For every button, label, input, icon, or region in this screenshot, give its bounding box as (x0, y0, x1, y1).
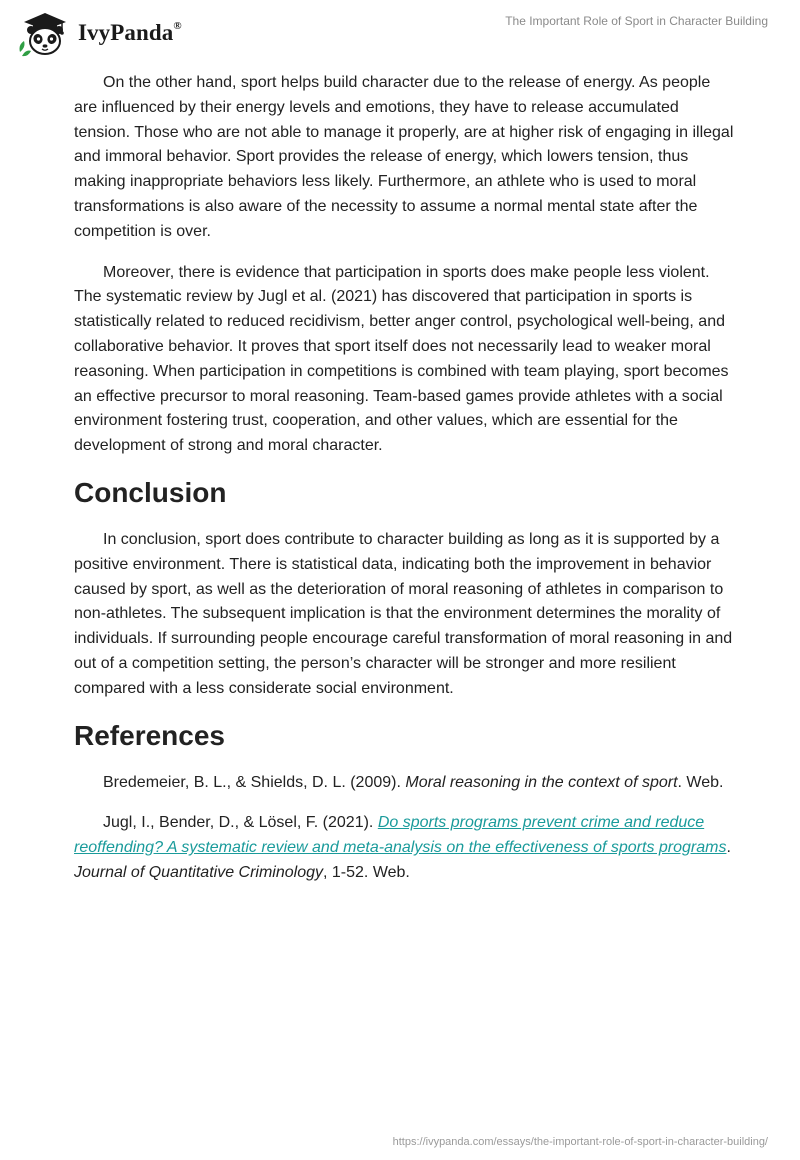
reference-authors: Bredemeier, B. L., & Shields, D. L. (2009). (103, 773, 406, 791)
reference-separator: . (726, 839, 731, 857)
logo-wordmark: IvyPanda® (78, 20, 182, 45)
ivypanda-logo[interactable] (16, 8, 182, 58)
conclusion-heading: Conclusion (74, 476, 227, 508)
references-heading: References (74, 719, 225, 751)
reference-authors: Jugl, I., Bender, D., & Lösel, F. (2021). (103, 814, 378, 832)
reference-tail: . Web. (677, 773, 724, 791)
essay-content (74, 70, 734, 902)
page-header (0, 0, 800, 70)
reference-entry-bredemeier (74, 771, 734, 796)
page-header-title: The Important Role of Sport in Character Building (505, 14, 768, 28)
panda-logo-icon (16, 8, 74, 58)
conclusion-paragraph: In conclusion, sport does contribute to character building as long as it is supported by a positive environment. There is statistical data, indicating both the improvement in behavior caused by sport, as well as the deterioration of moral reasoning of athletes in comparison to non-athletes. The subsequent implication is that the environment determines the morality of individuals. If surrounding people encourage careful transformation of moral reasoning in and out of a competition setting, the person’s character will be stronger and more resilient compared with a less considerate social environment. (74, 530, 733, 697)
reference-entry-jugl (74, 811, 734, 885)
reference-tail: , 1-52. Web. (323, 863, 410, 881)
reference-article-link[interactable]: Do sports programs prevent crime and reduce reoffending? A systematic review and meta-analysis on the effectiveness of sports programs (74, 814, 727, 857)
footer-source-url[interactable]: https://ivypanda.com/essays/the-important-role-of-sport-in-character-building/ (392, 1136, 768, 1148)
reference-journal: Journal of Quantitative Criminology (74, 863, 324, 881)
reference-title: Moral reasoning in the context of sport (405, 773, 678, 791)
body-paragraph-evidence: Moreover, there is evidence that participation in sports does make people less violent. The systematic review by Jugl et al. (2021) has discovered that participation in sports is statistically related to reduced recidivism, better anger control, psychological well-being, and collaborative behavior. It proves that sport itself does not necessarily lead to weaker moral reasoning. When participation in competitions is combined with team playing, sport becomes an effective precursor to moral reasoning. Team-based games provide athletes with a social environment fostering trust, cooperation, and other values, which are essential for the development of strong and moral character. (74, 263, 729, 455)
body-paragraph-energy: On the other hand, sport helps build character due to the release of energy. As people are influenced by their energy levels and emotions, they have to release accumulated tension. Those who are not able to manage it properly, are at higher risk of engaging in illegal and immoral behavior. Sport provides the release of energy, which lowers tension, thus making inappropriate behaviors less likely. Furthermore, an athlete who is used to moral transformations is also aware of the necessity to assume a normal mental state after the competition is over. (74, 74, 734, 240)
